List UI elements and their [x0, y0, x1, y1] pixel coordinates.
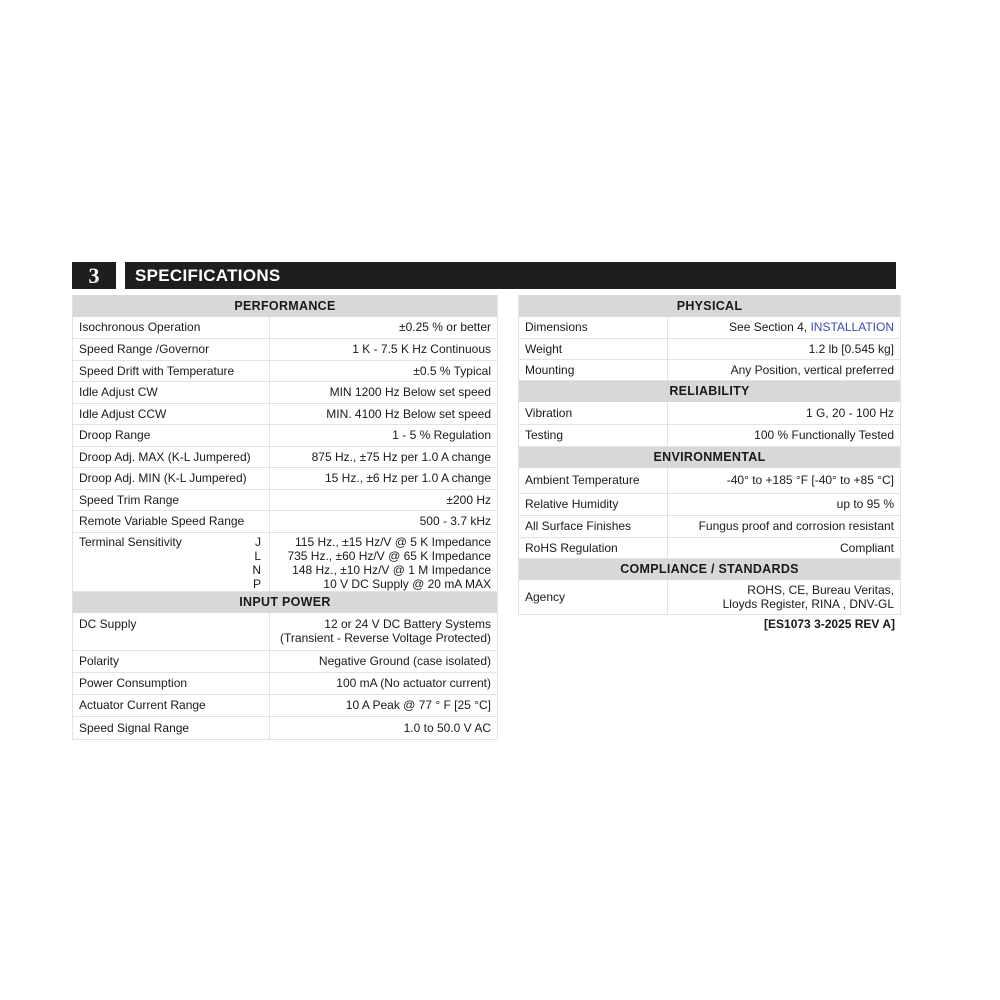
section-number: 3	[72, 262, 116, 289]
terminal-letter: L	[254, 548, 261, 563]
table-row	[73, 510, 498, 532]
spec-value: Fungus proof and corrosion resistant	[668, 515, 901, 537]
spec-label: Droop Range	[73, 424, 270, 446]
spec-label: Relative Humidity	[519, 493, 668, 515]
table-row	[73, 672, 498, 694]
terminal-letters	[252, 535, 263, 591]
table-row	[519, 359, 901, 380]
spec-value: 15 Hz., ±6 Hz per 1.0 A change	[270, 467, 498, 489]
spec-value: 875 Hz., ±75 Hz per 1.0 A change	[270, 446, 498, 467]
section-title: SPECIFICATIONS	[125, 262, 896, 289]
table-row	[519, 338, 901, 359]
spec-value: ±200 Hz	[270, 489, 498, 510]
spec-label: Weight	[519, 338, 668, 359]
spec-label: DC Supply	[73, 613, 270, 650]
table-row	[73, 694, 498, 716]
table-row	[73, 446, 498, 467]
spec-value: 500 - 3.7 kHz	[270, 510, 498, 532]
table-row	[73, 317, 498, 338]
table-row	[73, 424, 498, 446]
spec-value: (Transient - Reverse Voltage Protected)	[280, 631, 491, 645]
spec-label: Ambient Temperature	[519, 468, 668, 493]
table-row	[519, 537, 901, 558]
spec-value: MIN. 4100 Hz Below set speed	[270, 403, 498, 424]
spec-value: 1.2 lb [0.545 kg]	[668, 338, 901, 359]
table-row	[73, 613, 498, 650]
table-row	[519, 402, 901, 424]
spec-value: 12 or 24 V DC Battery Systems	[324, 617, 491, 631]
input-power-header: INPUT POWER	[73, 591, 498, 613]
performance-input-power-table	[72, 295, 498, 740]
table-row	[73, 650, 498, 672]
compliance-header: COMPLIANCE / STANDARDS	[519, 558, 901, 580]
terminal-letter: P	[252, 576, 261, 591]
spec-label: Idle Adjust CW	[73, 381, 270, 403]
table-row	[73, 489, 498, 510]
spec-label: Dimensions	[519, 317, 668, 338]
table-row	[519, 317, 901, 338]
spec-label: Droop Adj. MIN (K-L Jumpered)	[73, 467, 270, 489]
spec-value: 735 Hz., ±60 Hz/V @ 65 K Impedance	[287, 548, 491, 563]
table-row	[519, 468, 901, 493]
spec-label: Terminal Sensitivity	[79, 534, 182, 549]
table-row	[73, 467, 498, 489]
table-row	[519, 493, 901, 515]
spec-label: Agency	[519, 580, 668, 614]
spec-label: Mounting	[519, 359, 668, 380]
spec-label: Power Consumption	[73, 672, 270, 694]
spec-value: Compliant	[668, 537, 901, 558]
table-row	[519, 515, 901, 537]
spec-label: RoHS Regulation	[519, 537, 668, 558]
spec-value: 10 V DC Supply @ 20 mA MAX	[323, 576, 491, 591]
spec-label: Speed Drift with Temperature	[73, 360, 270, 381]
table-row	[73, 338, 498, 360]
spec-value: Lloyds Register, RINA , DNV-GL	[722, 596, 895, 611]
spec-value: 148 Hz., ±10 Hz/V @ 1 M Impedance	[292, 562, 491, 577]
spec-label: Remote Variable Speed Range	[73, 510, 270, 532]
spec-value: Negative Ground (case isolated)	[270, 650, 498, 672]
table-row	[519, 580, 901, 614]
table-row	[73, 716, 498, 739]
document-reference: [ES1073 3-2025 REV A]	[764, 617, 895, 631]
spec-label: Testing	[519, 424, 668, 446]
spec-label: Droop Adj. MAX (K-L Jumpered)	[73, 446, 270, 467]
table-row	[519, 424, 901, 446]
terminal-letter: J	[255, 534, 261, 549]
spec-value: 10 A Peak @ 77 ° F [25 °C]	[270, 694, 498, 716]
spec-value: up to 95 %	[668, 493, 901, 515]
spec-value: -40° to +185 °F [-40° to +85 °C]	[668, 468, 901, 493]
spec-label: Vibration	[519, 402, 668, 424]
environmental-header: ENVIRONMENTAL	[519, 446, 901, 468]
table-row	[73, 381, 498, 403]
spec-value: Any Position, vertical preferred	[668, 359, 901, 380]
spec-label: Speed Trim Range	[73, 489, 270, 510]
reliability-header: RELIABILITY	[519, 380, 901, 402]
spec-value: ROHS, CE, Bureau Veritas,	[747, 582, 895, 597]
spec-value: 100 % Functionally Tested	[668, 424, 901, 446]
spec-value: 1 K - 7.5 K Hz Continuous	[270, 338, 498, 360]
spec-value: MIN 1200 Hz Below set speed	[270, 381, 498, 403]
physical-reliability-environmental-table	[518, 295, 901, 615]
spec-label: Idle Adjust CCW	[73, 403, 270, 424]
spec-value: 115 Hz., ±15 Hz/V @ 5 K Impedance	[295, 534, 491, 549]
table-row	[73, 360, 498, 381]
spec-value: 1 - 5 % Regulation	[270, 424, 498, 446]
spec-value: ±0.25 % or better	[270, 317, 498, 338]
spec-value: See Section 4,	[729, 320, 811, 335]
spec-label: Isochronous Operation	[73, 317, 270, 338]
spec-value: 1 G, 20 - 100 Hz	[668, 402, 901, 424]
table-row	[73, 403, 498, 424]
spec-label: Polarity	[73, 650, 270, 672]
terminal-letter: N	[252, 562, 261, 577]
spec-value: 100 mA (No actuator current)	[270, 672, 498, 694]
spec-label: Speed Signal Range	[73, 716, 270, 739]
spec-label: All Surface Finishes	[519, 515, 668, 537]
performance-header: PERFORMANCE	[73, 295, 498, 317]
spec-label: Actuator Current Range	[73, 694, 270, 716]
installation-link[interactable]: INSTALLATION	[810, 320, 895, 335]
spec-label: Speed Range /Governor	[73, 338, 270, 360]
table-row-terminal-sensitivity	[73, 532, 498, 591]
spec-value: ±0.5 % Typical	[270, 360, 498, 381]
physical-header: PHYSICAL	[519, 295, 901, 317]
spec-value: 1.0 to 50.0 V AC	[270, 716, 498, 739]
